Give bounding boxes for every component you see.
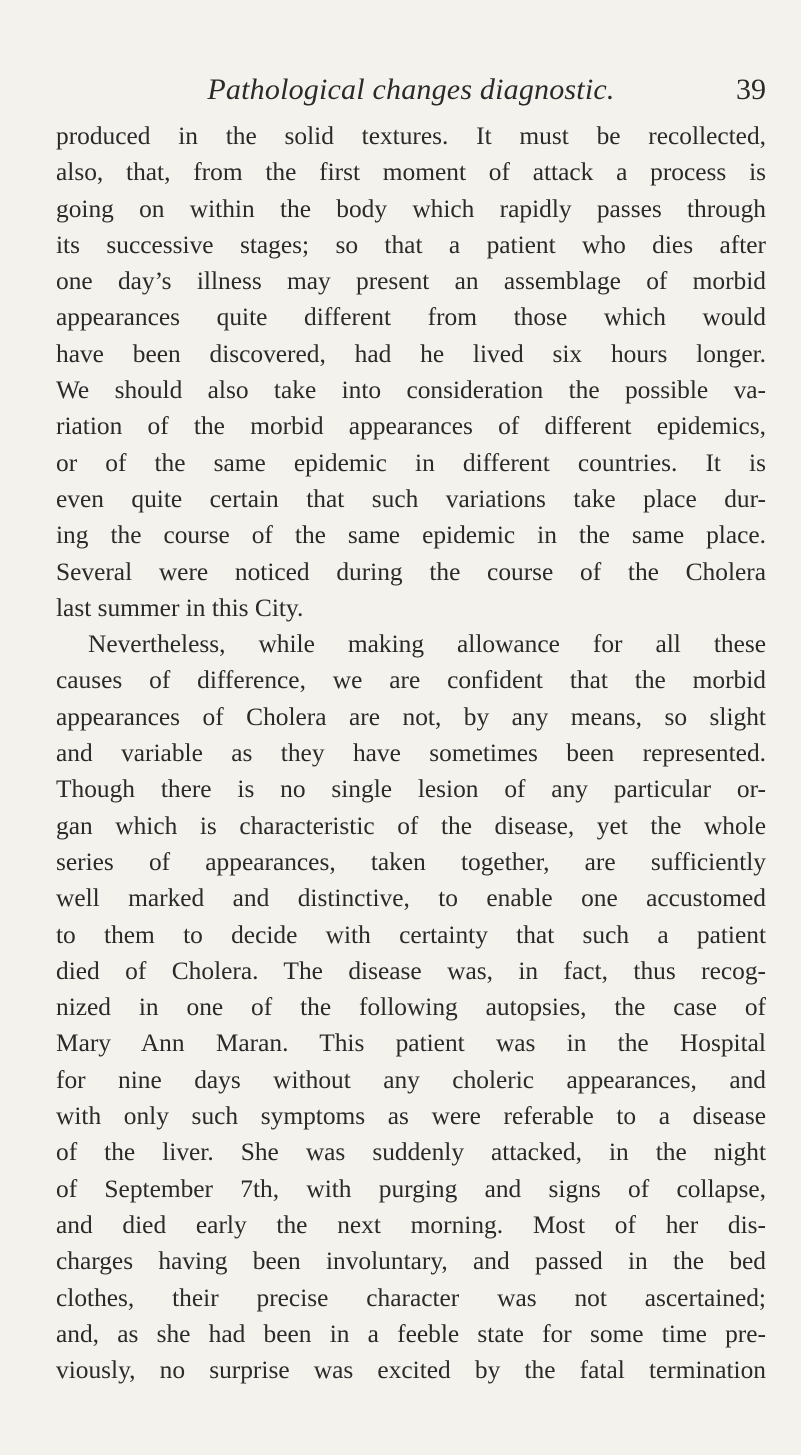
text-line: of the liver. She was suddenly attacked, in the night (56, 1138, 766, 1167)
text-line: viously, no surprise was excited by the fatal termination (56, 1356, 766, 1385)
text-line: Mary Ann Maran. This patient was in the Hospital (56, 1029, 766, 1058)
body-text (56, 118, 766, 1388)
text-line: nized in one of the following autopsies, the case of (56, 993, 766, 1022)
text-line: gan which is characteristic of the disease, yet the whole (56, 811, 766, 840)
running-title: Pathological changes diagnostic. (207, 73, 615, 106)
text-line: series of appearances, taken together, are sufficiently (56, 847, 766, 876)
text-line: its successive stages; so that a patient who dies after (56, 230, 766, 259)
paragraph-start-line: Nevertheless, while making allowance for all these (88, 630, 766, 659)
text-line: going on within the body which rapidly passes through (56, 194, 766, 223)
text-line: and variable as they have sometimes been represented. (56, 739, 766, 768)
text-line: for nine days without any choleric appearances, and (56, 1065, 766, 1094)
text-line: Several were noticed during the course of the Cholera (56, 557, 766, 586)
text-line: clothes, their precise character was not ascertained; (56, 1283, 766, 1312)
text-line: causes of difference, we are confident that the morbid (56, 666, 766, 695)
text-line: appearances of Cholera are not, by any means, so slight (56, 702, 766, 731)
text-line: of September 7th, with purging and signs of collapse, (56, 1174, 766, 1203)
text-line: ing the course of the same epidemic in the same place. (56, 521, 766, 550)
text-line: died of Cholera. The disease was, in fact, thus recog- (56, 956, 766, 985)
text-line: to them to decide with certainty that such a patient (56, 920, 766, 949)
text-line: appearances quite different from those which would (56, 303, 766, 332)
text-line: riation of the morbid appearances of different epidemics, (56, 412, 766, 441)
running-head (56, 72, 766, 112)
text-line: produced in the solid textures. It must be recollected, (56, 122, 766, 150)
text-line: also, that, from the first moment of attack a process is (56, 158, 766, 187)
page-number: 39 (736, 73, 766, 106)
text-line: Though there is no single lesion of any particular or- (56, 775, 766, 804)
text-line: We should also take into consideration the possible va- (56, 376, 766, 405)
text-line: have been discovered, had he lived six hours longer. (56, 339, 766, 368)
text-line: and died early the next morning. Most of her dis- (56, 1210, 766, 1239)
text-line: one day’s illness may present an assemblage of morbid (56, 267, 766, 296)
text-line: with only such symptoms as were referable to a disease (56, 1102, 766, 1131)
text-line: even quite certain that such variations take place dur- (56, 484, 766, 513)
text-line: last summer in this City. (56, 593, 304, 622)
text-line: and, as she had been in a feeble state for some time pre- (56, 1319, 766, 1348)
text-line: or of the same epidemic in different countries. It is (56, 448, 766, 477)
text-line: well marked and distinctive, to enable one accustomed (56, 884, 766, 913)
text-line: charges having been involuntary, and passed in the bed (56, 1247, 766, 1276)
